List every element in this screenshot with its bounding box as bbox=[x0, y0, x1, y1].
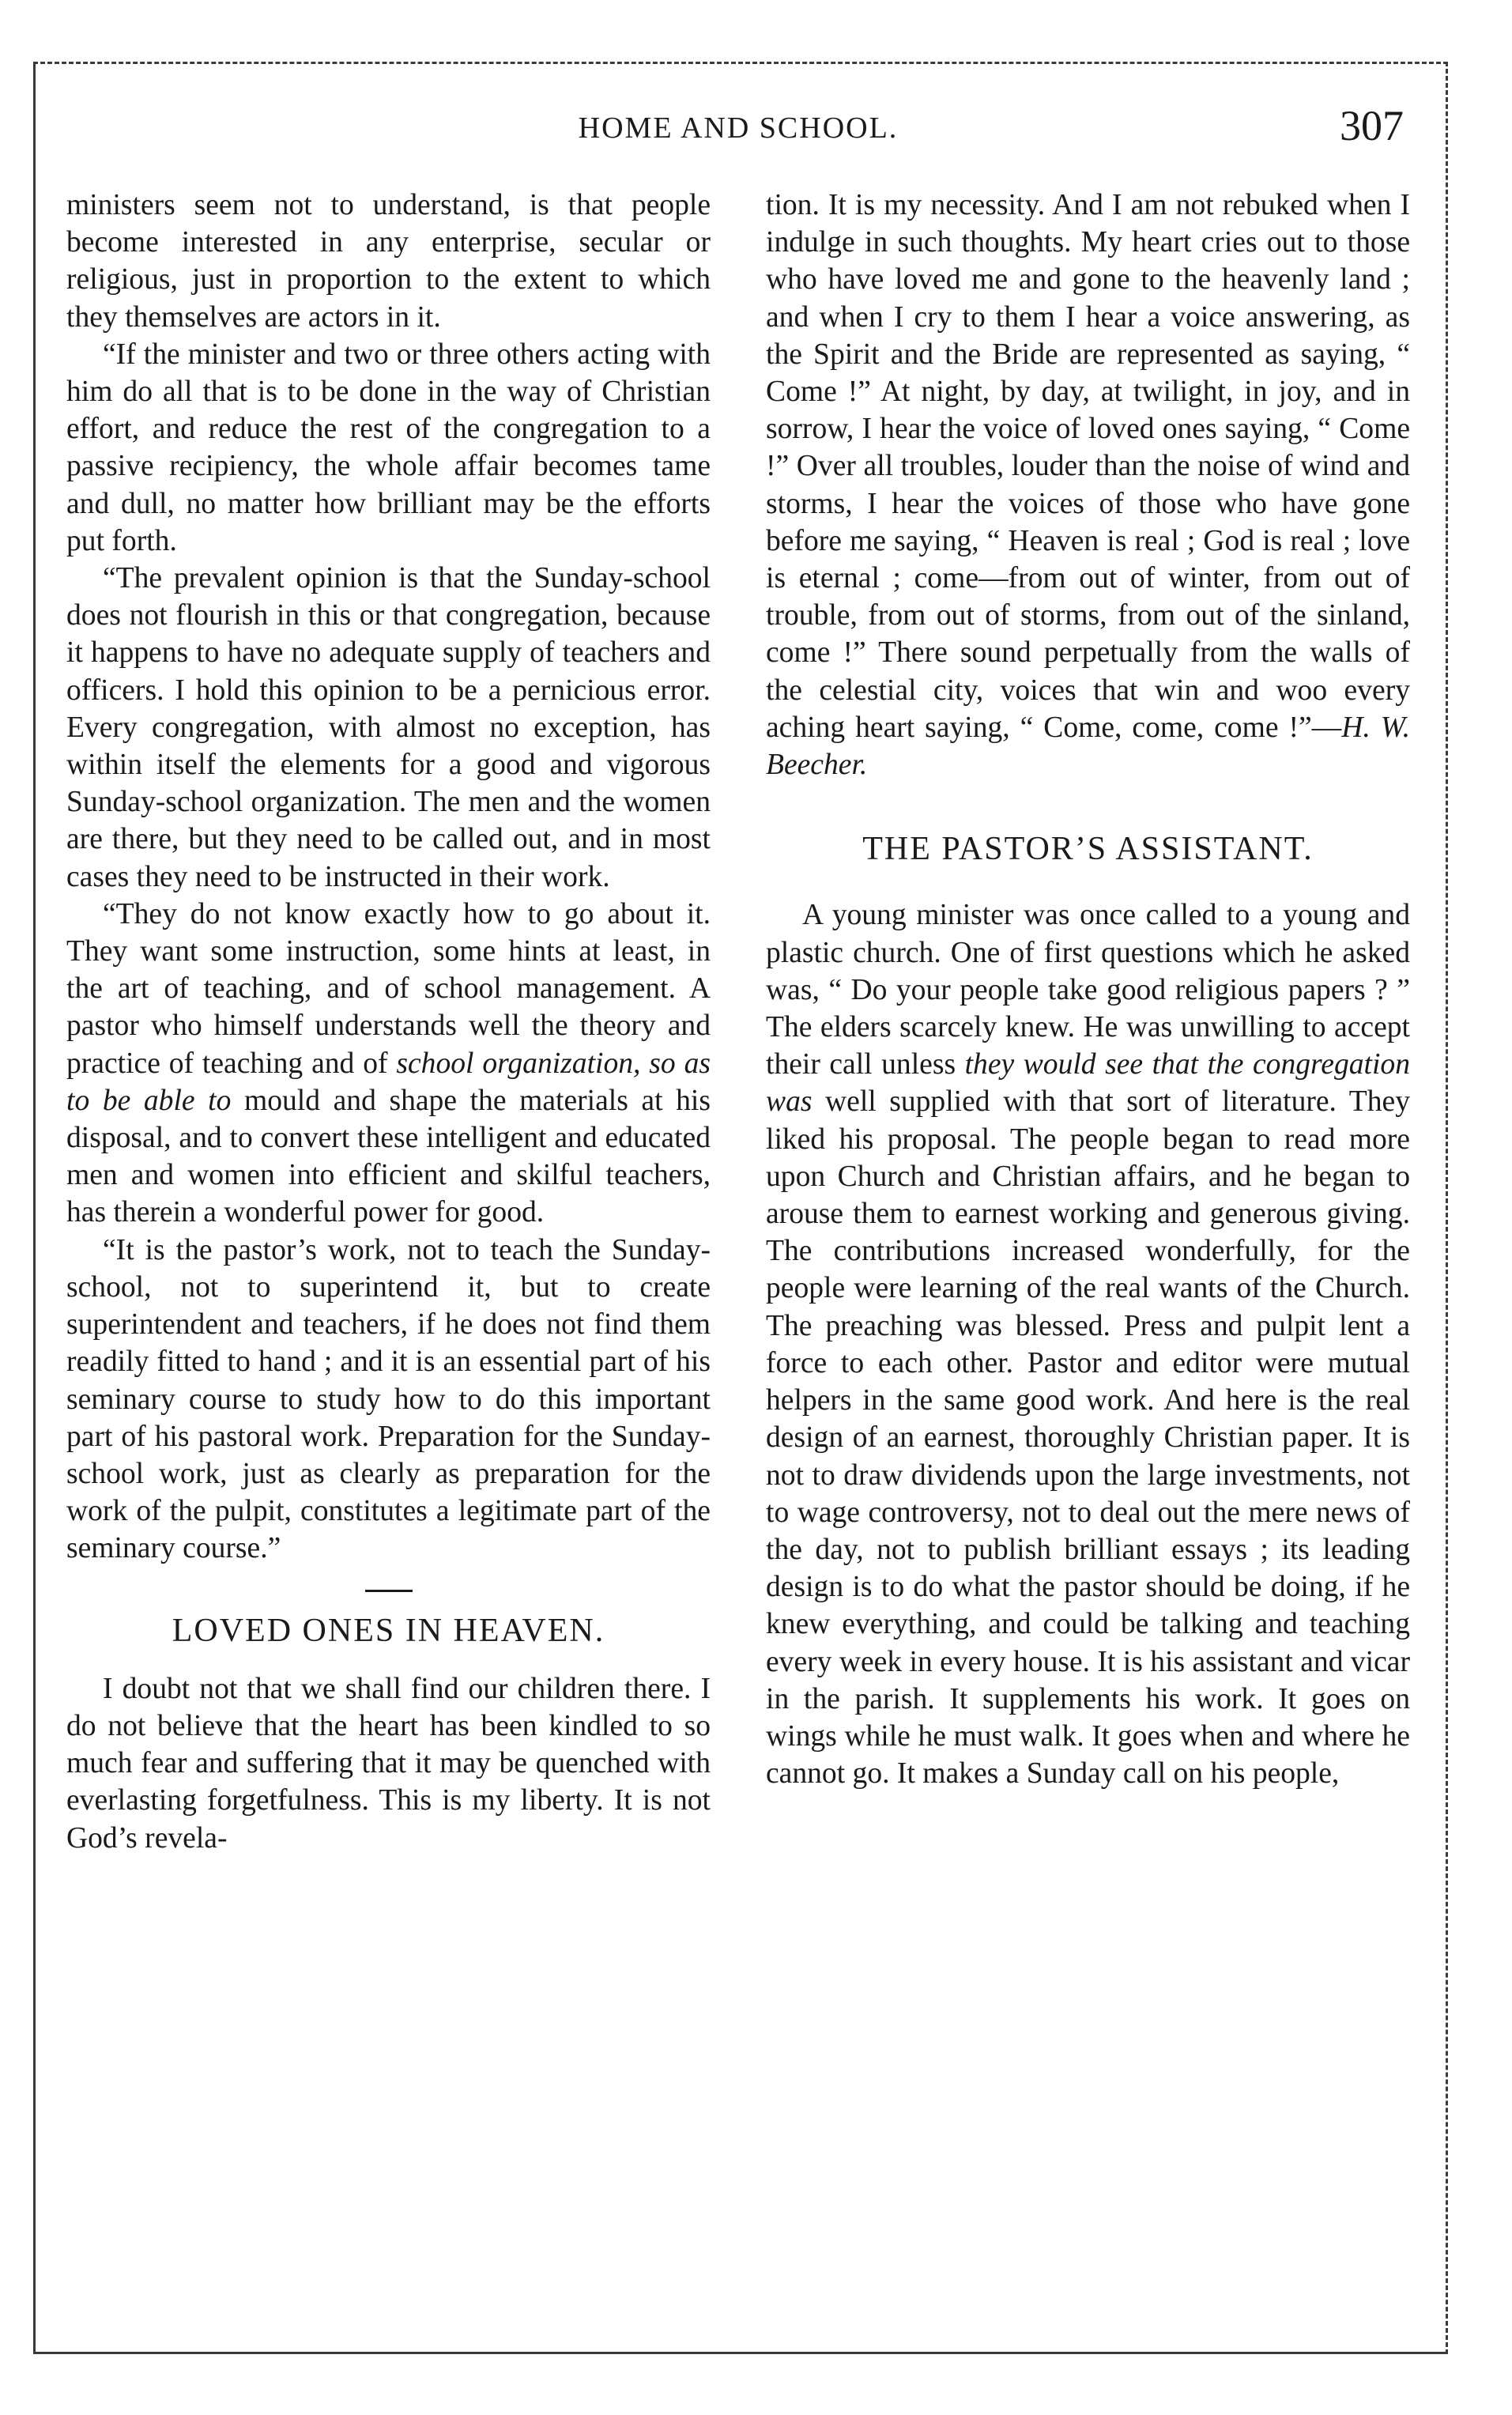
two-column-body bbox=[66, 187, 1410, 1857]
paragraph: ministers seem not to understand, is that people become interested in any enterprise, secular or religious, just in proportion to the extent to which they themselves are actors in it. bbox=[66, 189, 711, 334]
paragraph: “The prevalent opinion is that the Sunday-school does not flourish in this or that congregation, because it happens to have no adequate supply of teachers and officers. I hold this opinion to be a pernicious error. Every congregation, with almost no exception, has within itself the elements for a good and vigorous Sunday-school organization. The men and the women are there, but they need to be called out, and in most cases they need to be instructed in their work. bbox=[66, 562, 711, 893]
section-title: LOVED ONES IN HEAVEN. bbox=[172, 1612, 605, 1649]
paragraph: “If the minister and two or three others acting with him do all that is to be done in the way of Christian effort, and reduce the rest of the congregation to a passive recipiency, the whole affair becomes tame and dull, no matter how brilliant may be the efforts put forth. bbox=[66, 338, 711, 557]
right-column bbox=[766, 187, 1410, 1857]
running-head: HOME AND SCHOOL. bbox=[578, 111, 899, 145]
paragraph bbox=[766, 187, 1410, 783]
text-run: mould and shape the materials at his disposal, and to convert these intelligent and educated men and women into efficient and skilful teachers, has therein a wonderful power for good. bbox=[66, 1084, 711, 1229]
page-number: 307 bbox=[1340, 102, 1404, 149]
text-run: A young minister was once called to a young and plastic church. One of first questions which he asked was, “ Do your people take good religious papers ? ” The elders scarcely knew. He was unwilling to accept their call unless bbox=[766, 899, 1410, 1081]
text-run: well supplied with that sort of literature. They liked his proposal. The people began to read more upon Church and Christian affairs, and he began to arouse them to earnest working and generous giving. The contributions increased wonderfully, for the people were learning of the real wants of the Church. The preaching was blessed. Press and pulpit lent a force to each other. Pastor and editor were mutual helpers in the same good work. And here is the real design of an earnest, thoroughly Christian paper. It is not to draw dividends upon the large investments, not to wage controversy, not to deal out the mere news of the day, not to publish brilliant essays ; its leading design is to do what the pastor should be doing, if he knew everything, and could be talking and teaching every week in every house. It is his assistant and vicar in the parish. It supplements his work. It goes on wings while he must walk. It goes when and where he cannot go. It makes a Sunday call on his people, bbox=[766, 1085, 1410, 1790]
left-column bbox=[66, 187, 711, 1857]
author-signature: H. W. Beecher. bbox=[766, 711, 1410, 782]
section-title: THE PASTOR’S ASSISTANT. bbox=[862, 831, 1314, 868]
paragraph bbox=[766, 896, 1410, 1792]
text-run: tion. It is my necessity. And I am not rebuked when I indulge in such thoughts. My heart cries out to those who have loved me and gone to the heavenly land ; and when I cry to them I hear a voice answering, as the Spirit and the Bride are represented as saying, “ Come !” At night, by day, at twilight, in joy, and in sorrow, I hear the voice of loved ones saying, “ Come !” Over all troubles, louder than the noise of wind and storms, I hear the voices of those who have gone before me saying, “ Heaven is real ; God is real ; love is eternal ; come—from out of winter, from out of trouble, from out of storms, from out of the sinland, come !” There sound perpetually from the walls of the celestial city, voices that win and woo every aching heart saying, “ Come, come, come !”— bbox=[766, 189, 1410, 744]
document-page bbox=[66, 101, 1410, 2330]
page-header bbox=[66, 101, 1410, 164]
italic-text: school organization, so as to be able to bbox=[66, 1047, 711, 1117]
paragraph: “It is the pastor’s work, not to teach the Sunday-school, not to superintend it, but to create superintendent and teachers, if he does not find them readily fitted to hand ; and it is an essential part of his seminary course to study how to do this important part of his pastoral work. Preparation for the Sunday-school work, just as clearly as preparation for the work of the pulpit, constitutes a legitimate part of the seminary course.” bbox=[66, 1233, 711, 1565]
italic-text: they would see that the congregation was bbox=[766, 1048, 1410, 1119]
paragraph: I doubt not that we shall find our children there. I do not believe that the heart has been kindled to so much fear and suffering that it may be quenched with everlasting forgetfulness. This is my liberty. It is not God’s revela- bbox=[66, 1672, 711, 1855]
section-divider bbox=[365, 1590, 413, 1592]
paragraph bbox=[66, 896, 711, 1232]
text-run: “They do not know exactly how to go about it. They want some instruction, some hints at least, in the art of teaching, and of school management. A pastor who himself understands well the theory and practice of teaching and of bbox=[66, 897, 711, 1080]
